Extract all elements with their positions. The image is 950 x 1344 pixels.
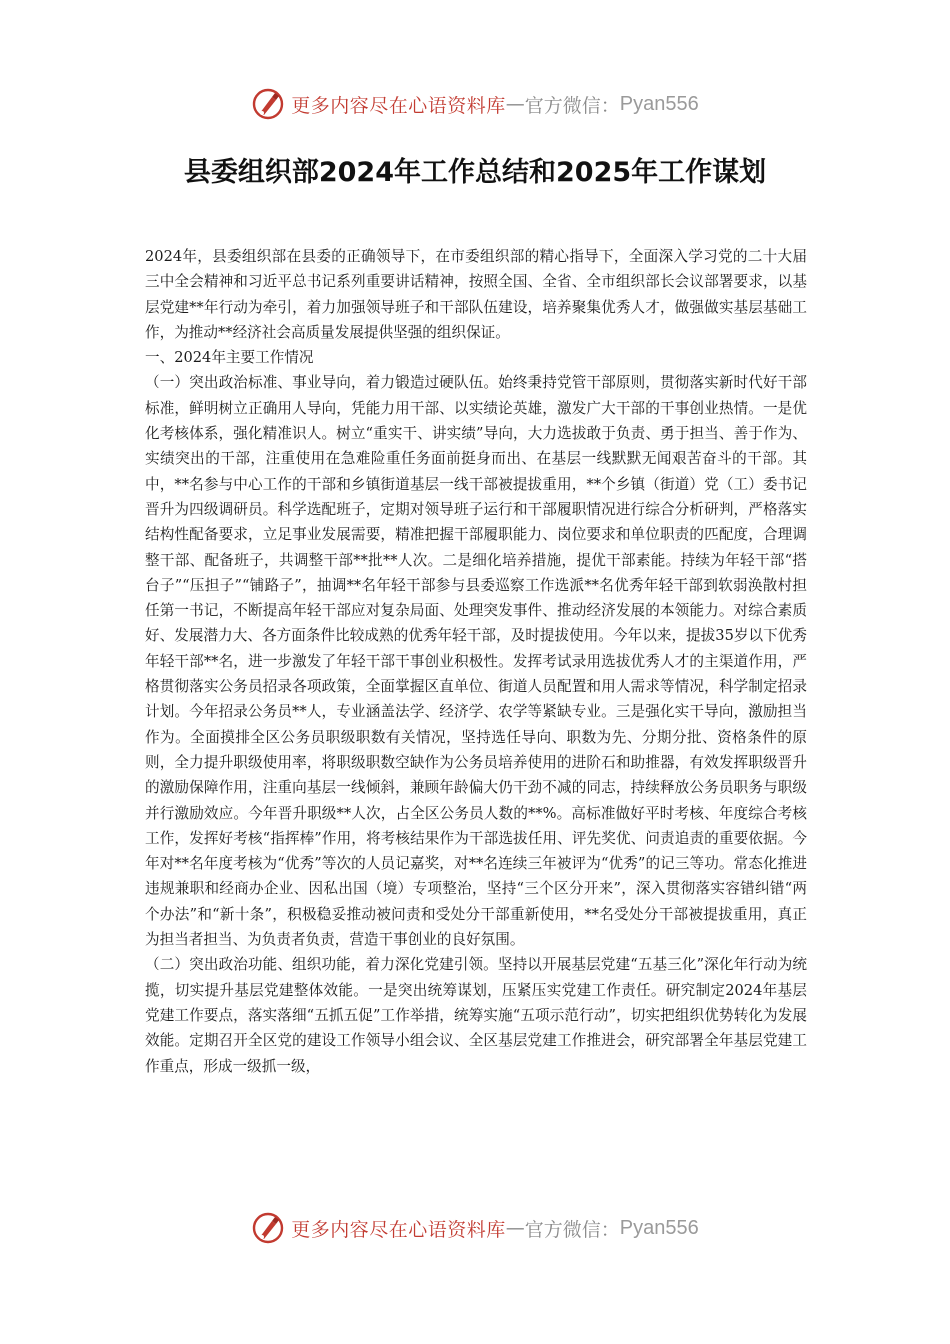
banner-separator: — bbox=[505, 1217, 525, 1239]
body-paragraph: （二）突出政治功能、组织功能，着力深化党建引领。坚持以开展基层党建“五基三化”深化年行动为统揽，切实提升基层党建整体效能。一是突出统筹谋划，压紧压实党建工作责任。研究制定2024年基层党建工作要点，落实落细“五抓五促”工作举措，统筹实施“五项示范行动”，切实把组织优势转化为发展效能。定期召开全区党的建设工作领导小组会议、全区基层党建工作推进会，研究部署全年基层党建工作重点，形成一级抓一级， bbox=[145, 956, 807, 1075]
pen-nib-logo-icon bbox=[251, 87, 285, 121]
header-banner bbox=[0, 82, 950, 126]
footer-banner bbox=[0, 1206, 950, 1250]
banner-wechat-label: 官方微信： bbox=[524, 1218, 620, 1241]
banner-wechat-id: Pyan556 bbox=[619, 92, 699, 115]
pen-nib-logo-icon bbox=[251, 1211, 285, 1245]
banner-slogan: 更多内容尽在心语资料库 bbox=[291, 94, 506, 117]
banner-slogan: 更多内容尽在心语资料库 bbox=[291, 1218, 506, 1241]
intro-paragraph: 2024年，县委组织部在县委的正确领导下，在市委组织部的精心指导下，全面深入学习党的二十大届三中全会精神和习近平总书记系列重要讲话精神，按照全国、全省、全市组织部长会议部署要求，以基层党建**年行动为牵引，着力加强领导班子和干部队伍建设，培养聚集优秀人才，做强做实基层基础工作，为推动**经济社会高质量发展提供坚强的组织保证。 bbox=[145, 248, 807, 341]
document-body bbox=[145, 244, 807, 1079]
section-heading: 一、2024年主要工作情况 bbox=[145, 349, 314, 367]
banner-separator: — bbox=[505, 93, 525, 115]
document-title: 县委组织部2024年工作总结和2025年工作谋划 bbox=[183, 157, 767, 188]
banner-wechat-id: Pyan556 bbox=[619, 1216, 699, 1239]
body-paragraph: （一）突出政治标准、事业导向，着力锻造过硬队伍。始终秉持党管干部原则，贯彻落实新时代好干部标准，鲜明树立正确用人导向，凭能力用干部、以实绩论英雄，激发广大干部的干事创业热情。一是优化考核体系，强化精准识人。树立“重实干、讲实绩”导向，大力选拔敢于负责、勇于担当、善于作为、实绩突出的干部，注重使用在急难险重任务面前挺身而出、在基层一线默默无闻艰苦奋斗的干部。其中，**名参与中心工作的干部和乡镇街道基层一线干部被提拔重用，**个乡镇（街道）党（工）委书记晋升为四级调研员。科学选配班子，定期对领导班子运行和干部履职情况进行综合分析研判，严格落实结构性配备要求，立足事业发展需要，精准把握干部履职能力、岗位要求和单位职责的匹配度，合理调整干部、配备班子，共调整干部**批**人次。二是细化培养措施，提优干部素能。持续为年轻干部“搭台子”“压担子”“铺路子”，抽调**名年轻干部参与县委巡察工作选派**名优秀年轻干部到软弱涣散村担任第一书记，不断提高年轻干部应对复杂局面、处理突发事件、推动经济发展的本领能力。对综合素质好、发展潜力大、各方面条件比较成熟的优秀年轻干部，及时提拔使用。今年以来，提拔35岁以下优秀年轻干部**名，进一步激发了年轻干部干事创业积极性。发挥考试录用选拔优秀人才的主渠道作用，严格贯彻落实公务员招录各项政策，全面掌握区直单位、街道人员配置和用人需求等情况，科学制定招录计划。今年招录公务员**人，专业涵盖法学、经济学、农学等紧缺专业。三是强化实干导向，激励担当作为。全面摸排全区公务员职级职数有关情况，坚持选任导向、职数为先、分期分批、资格条件的原则，全力提升职级使用率，将职级职数空缺作为公务员培养使用的进阶石和助推器，有效发挥职级晋升的激励保障作用，注重向基层一线倾斜，兼顾年龄偏大仍干劲不减的同志，持续释放公务员职务与职级并行激励效应。今年晋升职级**人次，占全区公务员人数的**%。高标准做好平时考核、年度综合考核工作，发挥好考核“指挥棒”作用，将考核结果作为干部选拔任用、评先奖优、问责追责的重要依据。今年对**名年度考核为“优秀”等次的人员记嘉奖，对**名连续三年被评为“优秀”的记三等功。常态化推进违规兼职和经商办企业、因私出国（境）专项整治，坚持“三个区分开来”，深入贯彻落实容错纠错“两个办法”和“新十条”，积极稳妥推动被问责和受处分干部重新使用，**名受处分干部被提拔重用，真正为担当者担当、为负责者负责，营造干事创业的良好氛围。 bbox=[145, 374, 807, 949]
banner-wechat-label: 官方微信： bbox=[524, 94, 620, 117]
